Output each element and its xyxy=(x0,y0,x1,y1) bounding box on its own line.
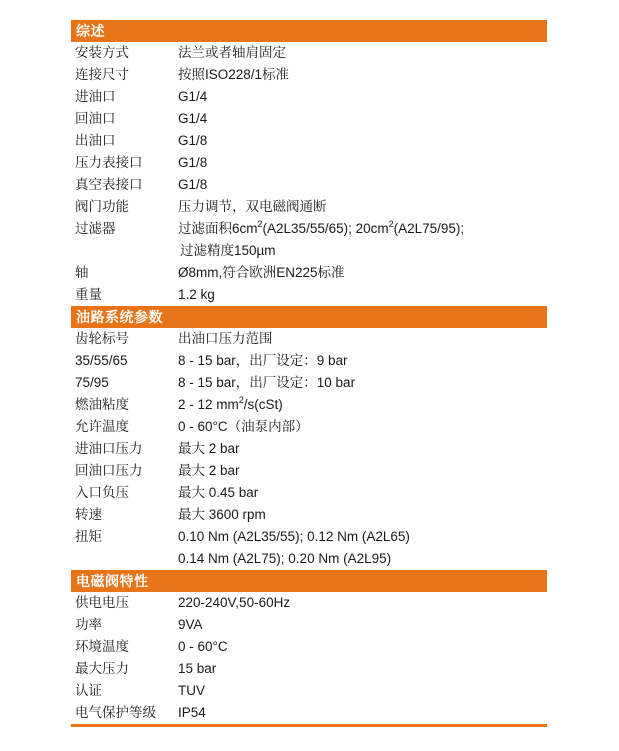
spec-label: 入口负压 xyxy=(75,485,129,500)
spec-value: 压力调节，双电磁阀通断 xyxy=(178,199,327,214)
spec-label: 连接尺寸 xyxy=(75,67,129,82)
spec-value xyxy=(178,218,547,262)
spec-row-ambient-temperature xyxy=(71,636,547,658)
spec-label: 轴 xyxy=(75,265,89,280)
spec-row-protection-class xyxy=(71,702,547,724)
spec-label: 环境温度 xyxy=(75,639,129,654)
spec-row-filter xyxy=(71,218,547,262)
spec-row-return-pressure xyxy=(71,460,547,482)
spec-label: 压力表接口 xyxy=(75,155,143,170)
spec-label: 认证 xyxy=(75,683,102,698)
spec-label: 进油口压力 xyxy=(75,441,143,456)
spec-value: 最大 2 bar xyxy=(178,441,240,456)
spec-value: 8 - 15 bar，出厂设定：10 bar xyxy=(178,375,356,390)
spec-row-shaft xyxy=(71,262,547,284)
spec-value: 最大 2 bar xyxy=(178,463,240,478)
spec-label: 供电电压 xyxy=(75,595,129,610)
section-header-overview: 综述 xyxy=(71,20,547,42)
spec-label: 过滤器 xyxy=(75,221,116,236)
spec-row-certification xyxy=(71,680,547,702)
spec-value: TUV xyxy=(178,683,205,698)
spec-value: 最大 0.45 bar xyxy=(178,485,259,500)
spec-value: 出油口压力范围 xyxy=(178,331,273,346)
spec-value: 9VA xyxy=(178,617,203,632)
spec-value: 法兰或者轴肩固定 xyxy=(178,45,286,60)
spec-label: 出油口 xyxy=(75,133,116,148)
spec-row-max-pressure xyxy=(71,658,547,680)
spec-value: G1/8 xyxy=(178,133,208,148)
spec-row-inlet-pressure xyxy=(71,438,547,460)
spec-row-outlet xyxy=(71,130,547,152)
spec-sheet xyxy=(71,20,547,727)
spec-row-pressure-gauge-port xyxy=(71,152,547,174)
spec-row-gear-75-95 xyxy=(71,372,547,394)
spec-value: 8 - 15 bar，出厂设定：9 bar xyxy=(178,353,348,368)
spec-row-allowed-temperature xyxy=(71,416,547,438)
spec-label: 功率 xyxy=(75,617,102,632)
spec-label: 电气保护等级 xyxy=(75,705,156,720)
spec-label: 阀门功能 xyxy=(75,199,129,214)
spec-value: 0 - 60°C（油泵内部） xyxy=(178,419,309,434)
spec-row-weight xyxy=(71,284,547,306)
spec-label: 真空表接口 xyxy=(75,177,143,192)
spec-label: 转速 xyxy=(75,507,102,522)
spec-value: G1/4 xyxy=(178,89,208,104)
spec-label: 回油口 xyxy=(75,111,116,126)
filter-precision-line: 过滤精度150µm xyxy=(180,243,276,258)
spec-row-inlet xyxy=(71,86,547,108)
spec-value: G1/8 xyxy=(178,155,208,170)
spec-value: 按照ISO228/1标准 xyxy=(178,67,290,82)
spec-label: 安装方式 xyxy=(75,45,129,60)
spec-label: 回油口压力 xyxy=(75,463,143,478)
spec-value: G1/4 xyxy=(178,111,208,126)
spec-row-vacuum-gauge-port xyxy=(71,174,547,196)
spec-label: 扭矩 xyxy=(75,529,102,544)
spec-label: 进油口 xyxy=(75,89,116,104)
spec-row-torque xyxy=(71,526,547,570)
spec-row-speed xyxy=(71,504,547,526)
spec-row-power xyxy=(71,614,547,636)
spec-label: 最大压力 xyxy=(75,661,129,676)
section-header-oil-system: 油路系统参数 xyxy=(71,306,547,328)
torque-line-2: 0.14 Nm (A2L75); 0.20 Nm (A2L95) xyxy=(178,551,392,566)
spec-row-return xyxy=(71,108,547,130)
spec-row-viscosity xyxy=(71,394,547,416)
spec-value: 2 - 12 $mm^2/s(cSt)$ xyxy=(178,394,283,412)
spec-row-supply-voltage xyxy=(71,592,547,614)
spec-row-gear-35-55-65 xyxy=(71,350,547,372)
spec-label: 燃油粘度 xyxy=(75,397,129,412)
spec-row-mounting xyxy=(71,42,547,64)
torque-line-1: 0.10 Nm (A2L35/55); 0.12 Nm (A2L65) xyxy=(178,529,410,544)
spec-row-inlet-vacuum xyxy=(71,482,547,504)
spec-row-connection-size xyxy=(71,64,547,86)
spec-value: 220-240V,50-60Hz xyxy=(178,595,291,610)
spec-value: G1/8 xyxy=(178,177,208,192)
spec-label: 允许温度 xyxy=(75,419,129,434)
spec-value: 1.2 kg xyxy=(178,287,215,302)
spec-value: 最大 3600 rpm xyxy=(178,507,266,522)
filter-area-line: 过滤面积$6cm^2(A2L35/55/65)$; $20cm^2(A2L75/95)$; xyxy=(178,218,465,236)
spec-label: 重量 xyxy=(75,287,102,302)
spec-value: 15 bar xyxy=(178,661,217,676)
spec-value: Ø8mm,符合欧洲EN225标准 xyxy=(178,265,345,280)
spec-value xyxy=(178,526,547,570)
spec-value: 0 - 60°C xyxy=(178,639,228,654)
spec-label: 齿轮标号 xyxy=(75,331,129,346)
spec-label: 75/95 xyxy=(75,375,109,390)
spec-label: 35/55/65 xyxy=(75,353,128,368)
section-header-solenoid-valve: 电磁阀特性 xyxy=(71,570,547,592)
spec-row-gear-code xyxy=(71,328,547,350)
footer-divider xyxy=(71,724,547,727)
spec-row-valve-function xyxy=(71,196,547,218)
spec-value: IP54 xyxy=(178,705,206,720)
